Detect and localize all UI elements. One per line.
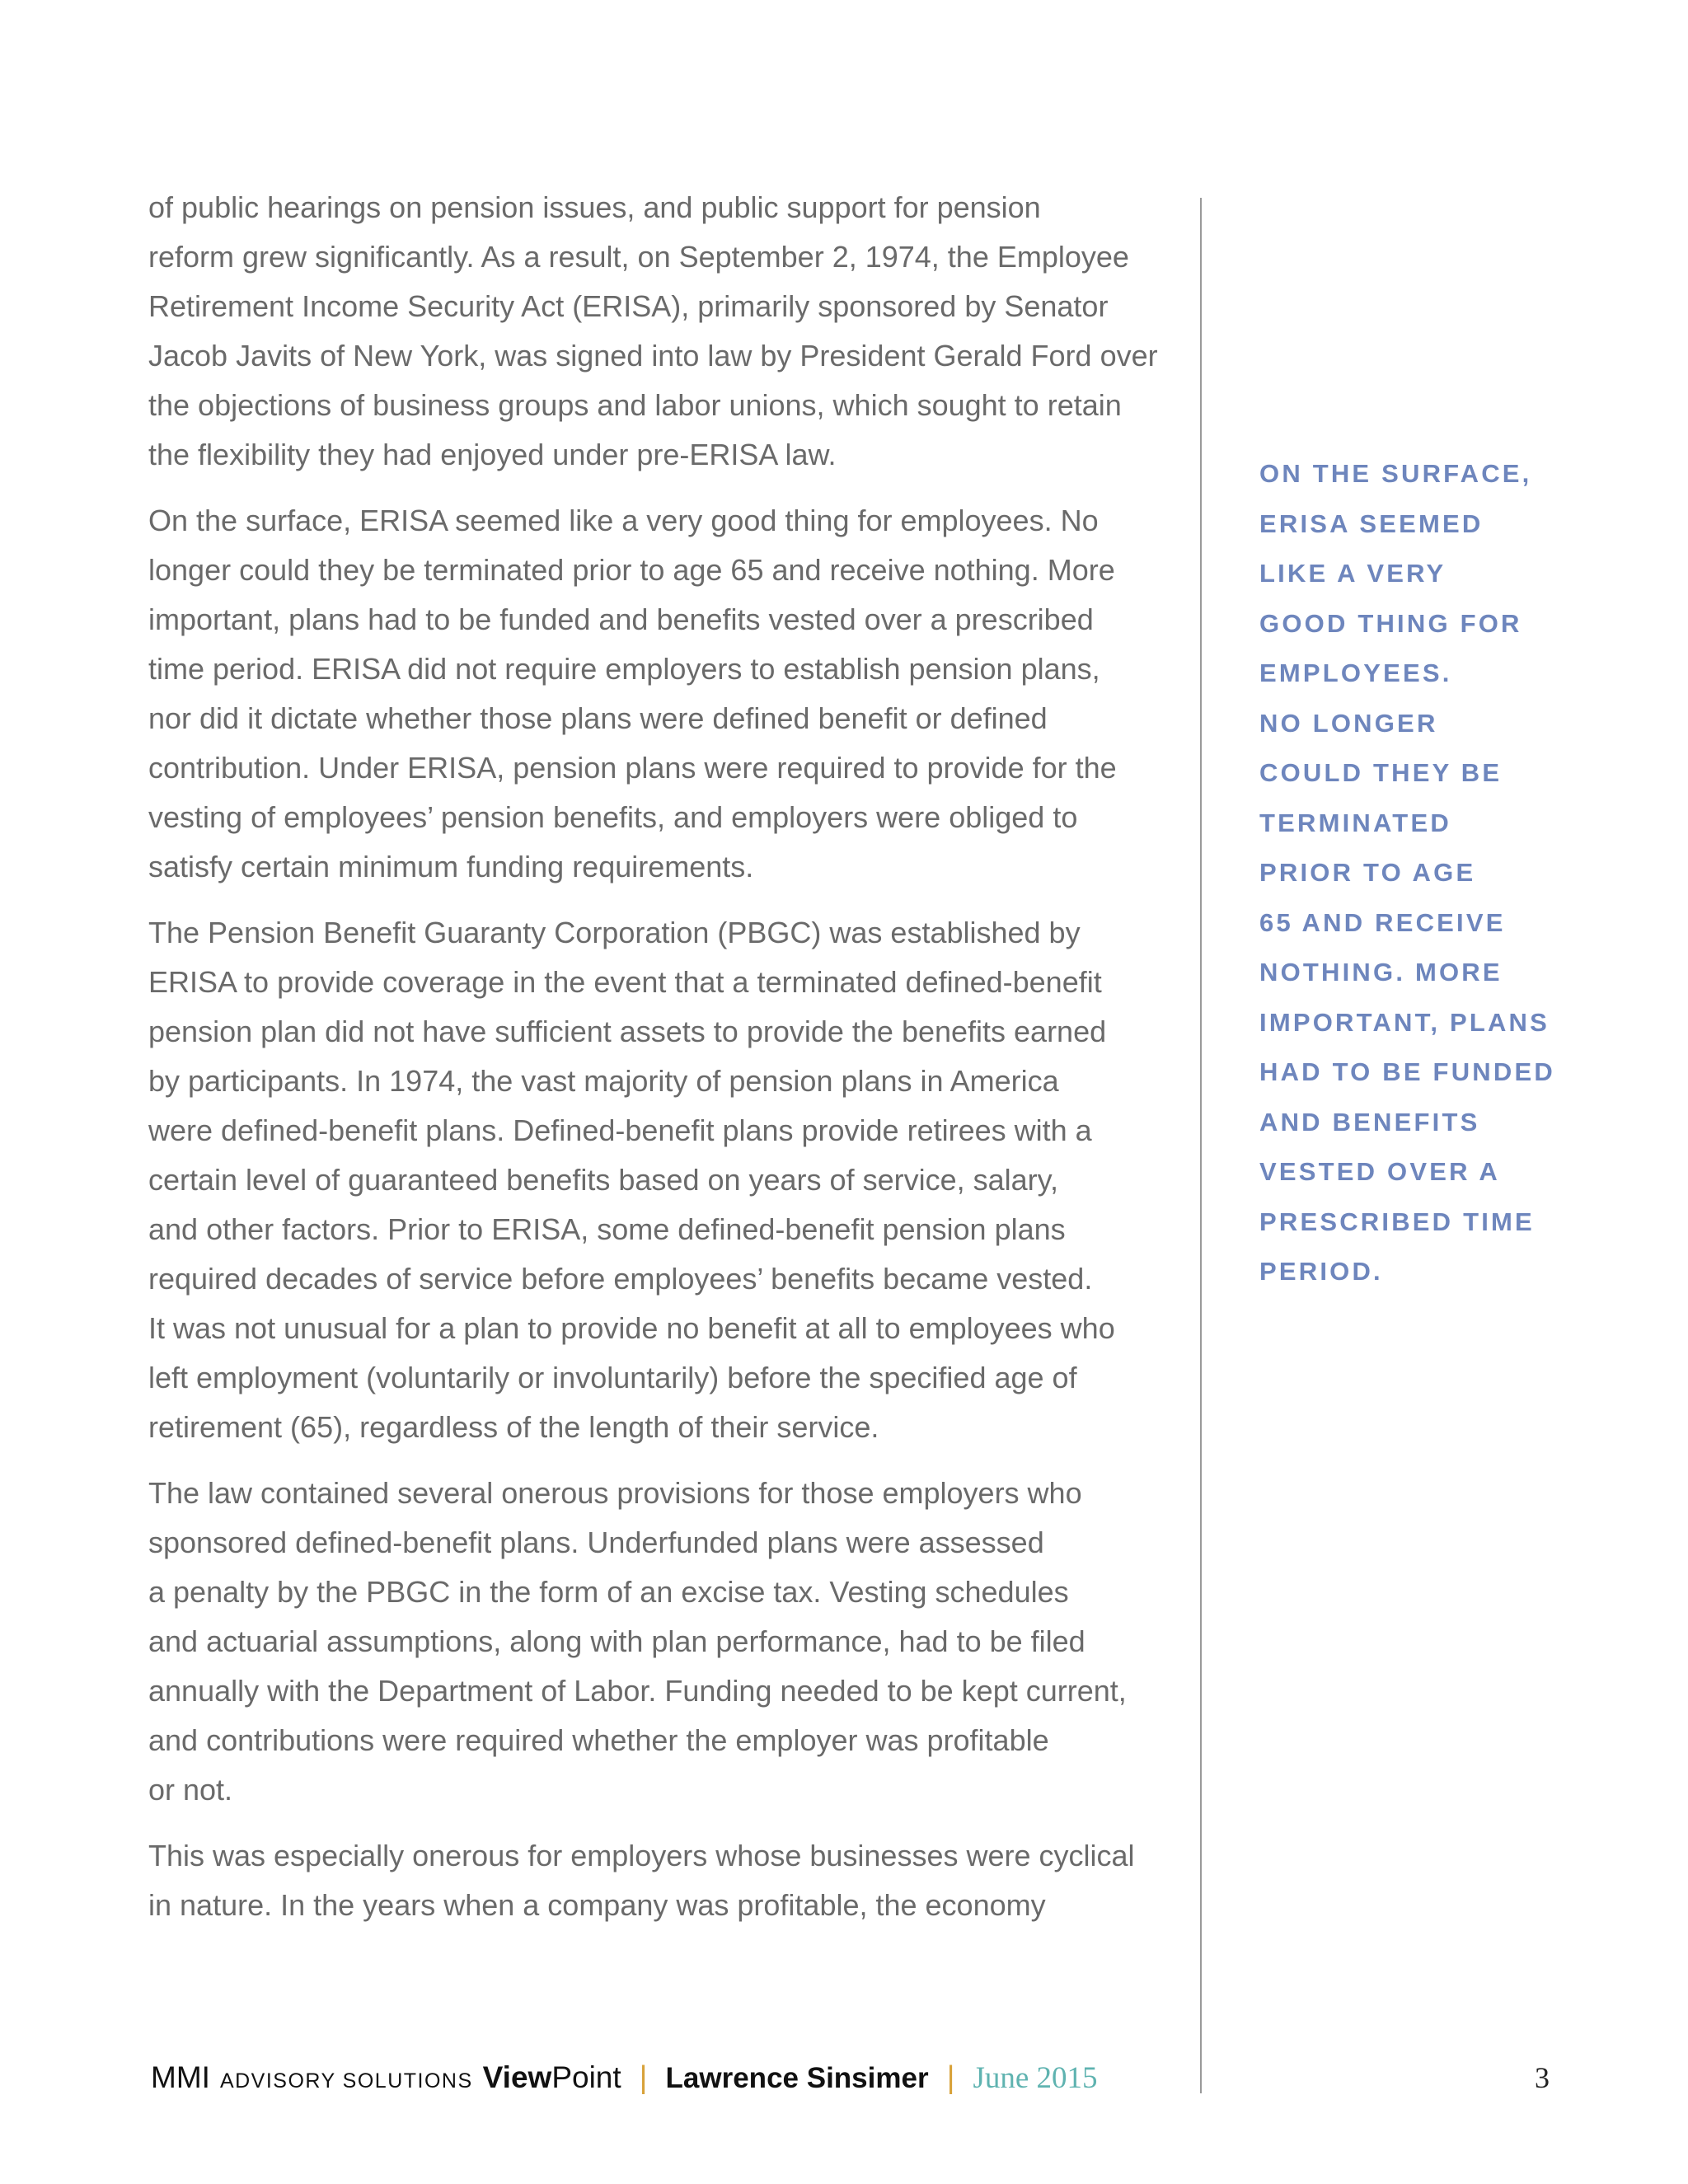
text-line: ERISA to provide coverage in the event that a terminated defined-benefit [148, 965, 1102, 999]
pull-quote-line: LIKE A VERY [1259, 559, 1447, 588]
pull-quote [1259, 449, 1622, 1297]
brand-advisory: ADVISORY SOLUTIONS [219, 2069, 473, 2093]
text-line: sponsored defined-benefit plans. Underfunded plans were assessed [148, 1526, 1044, 1559]
pull-quote-line: PERIOD. [1259, 1257, 1383, 1286]
page-footer [151, 2060, 1098, 2102]
text-line: in nature. In the years when a company was profitable, the economy [148, 1888, 1046, 1922]
text-line: The law contained several onerous provisions for those employers who [148, 1476, 1082, 1510]
footer-author: Lawrence Sinsimer [665, 2062, 929, 2094]
pull-quote-line: COULD THEY BE [1259, 758, 1503, 787]
pull-quote-line: PRESCRIBED TIME [1259, 1207, 1535, 1236]
pull-quote-line: HAD TO BE FUNDED [1259, 1057, 1555, 1086]
text-line: It was not unusual for a plan to provide no benefit at all to employees who [148, 1311, 1115, 1345]
text-line: satisfy certain minimum funding requirements. [148, 850, 754, 883]
text-line: time period. ERISA did not require employers to establish pension plans, [148, 652, 1100, 686]
text-line: and contributions were required whether the employer was profitable [148, 1723, 1049, 1757]
paragraph-4 [148, 1469, 1158, 1815]
footer-date: June 2015 [973, 2061, 1098, 2095]
brand-view: View [482, 2060, 552, 2094]
text-line: On the surface, ERISA seemed like a very good thing for employees. No [148, 504, 1099, 537]
pull-quote-line: ON THE SURFACE, [1259, 459, 1532, 488]
text-line: and other factors. Prior to ERISA, some defined-benefit pension plans [148, 1212, 1066, 1246]
text-line: annually with the Department of Labor. Funding needed to be kept current, [148, 1674, 1127, 1708]
pull-quote-line: EMPLOYEES. [1259, 658, 1452, 687]
page-number: 3 [1535, 2061, 1550, 2094]
text-line: Jacob Javits of New York, was signed into law by President Gerald Ford over [148, 339, 1158, 373]
paragraph-5 [148, 1831, 1158, 1930]
text-line: the objections of business groups and labor unions, which sought to retain [148, 388, 1122, 422]
pull-quote-line: AND BENEFITS [1259, 1107, 1480, 1137]
pull-quote-line: TERMINATED [1259, 808, 1451, 837]
pull-quote-line: ERISA SEEMED [1259, 509, 1484, 538]
pull-quote-line: NO LONGER [1259, 708, 1438, 738]
text-line: or not. [148, 1773, 233, 1807]
text-line: required decades of service before employees’ benefits became vested. [148, 1262, 1093, 1296]
text-line: left employment (voluntarily or involuntarily) before the specified age of [148, 1361, 1077, 1394]
text-line: and actuarial assumptions, along with plan performance, had to be filed [148, 1624, 1085, 1658]
text-line: nor did it dictate whether those plans were defined benefit or defined [148, 701, 1048, 735]
paragraph-1 [148, 183, 1158, 480]
brand-mmi: MMI [151, 2060, 210, 2094]
pull-quote-line: PRIOR TO AGE [1259, 858, 1476, 887]
text-line: retirement (65), regardless of the length of their service. [148, 1410, 879, 1444]
text-line: pension plan did not have sufficient assets to provide the benefits earned [148, 1015, 1107, 1048]
paragraph-3 [148, 908, 1158, 1452]
text-line: The Pension Benefit Guaranty Corporation (PBGC) was established by [148, 916, 1081, 949]
text-line: vesting of employees’ pension benefits, and employers were obliged to [148, 800, 1078, 834]
text-line: of public hearings on pension issues, and public support for pension [148, 190, 1041, 224]
pull-quote-line: NOTHING. MORE [1259, 958, 1503, 987]
text-line: contribution. Under ERISA, pension plans were required to provide for the [148, 751, 1117, 785]
footer-separator: | [639, 2060, 648, 2095]
paragraph-2 [148, 496, 1158, 892]
pull-quote-line: VESTED OVER A [1259, 1157, 1500, 1186]
footer-separator: | [946, 2060, 955, 2095]
pull-quote-line: IMPORTANT, PLANS [1259, 1007, 1550, 1037]
text-line: This was especially onerous for employers whose businesses were cyclical [148, 1839, 1135, 1872]
text-line: by participants. In 1974, the vast majority of pension plans in America [148, 1064, 1059, 1098]
column-divider [1200, 198, 1202, 2093]
text-line: longer could they be terminated prior to age 65 and receive nothing. More [148, 553, 1115, 587]
text-line: important, plans had to be funded and benefits vested over a prescribed [148, 602, 1094, 636]
text-line: were defined-benefit plans. Defined-benefit plans provide retirees with a [148, 1113, 1092, 1147]
pull-quote-line: 65 AND RECEIVE [1259, 907, 1506, 937]
text-line: Retirement Income Security Act (ERISA), primarily sponsored by Senator [148, 289, 1109, 323]
brand-point: Point [551, 2060, 621, 2094]
text-line: reform grew significantly. As a result, on September 2, 1974, the Employee [148, 240, 1129, 274]
pull-quote-line: GOOD THING FOR [1259, 608, 1522, 638]
text-line: the flexibility they had enjoyed under pre-ERISA law. [148, 438, 837, 471]
text-line: certain level of guaranteed benefits based on years of service, salary, [148, 1163, 1058, 1197]
article-body [148, 183, 1158, 1947]
text-line: a penalty by the PBGC in the form of an excise tax. Vesting schedules [148, 1575, 1069, 1609]
